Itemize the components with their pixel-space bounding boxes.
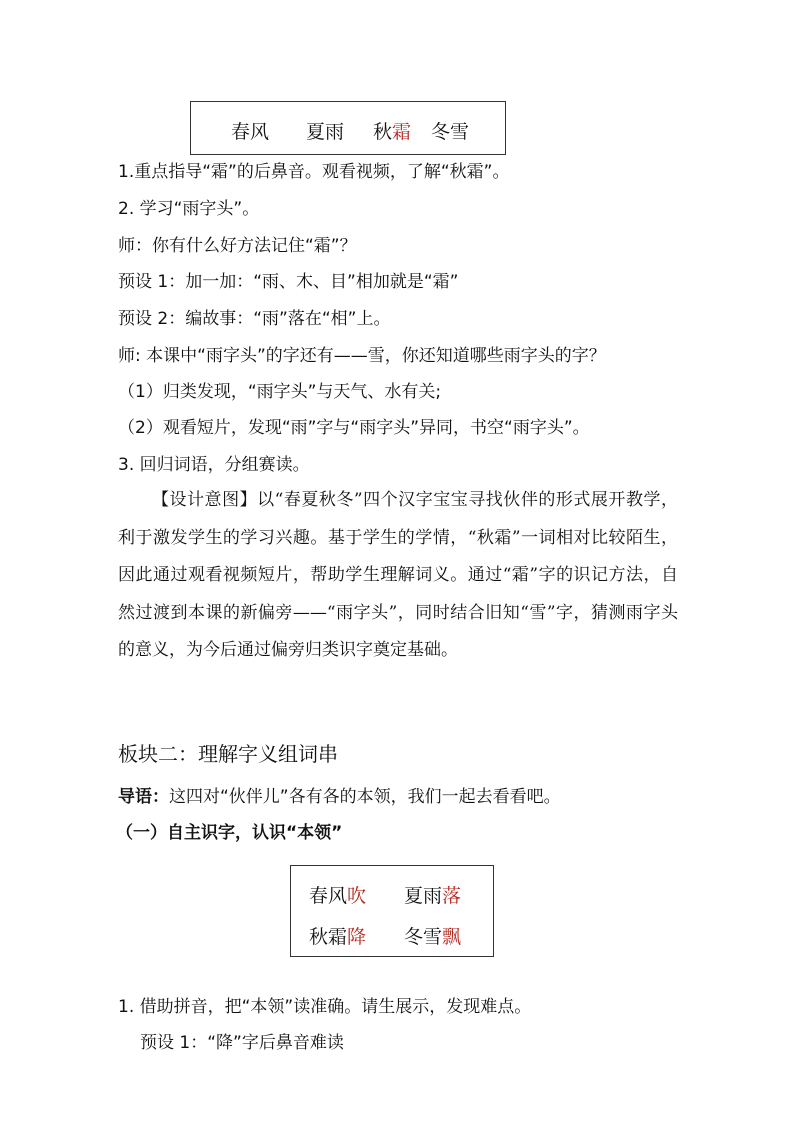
phrase-d-highlight: 飘: [442, 926, 462, 948]
phrase-dongxue-piao: [404, 922, 461, 949]
phrase-chunfeng-chui: [309, 881, 366, 908]
phrase-b-highlight: 落: [442, 885, 462, 907]
phrase-xiayu-luo: [404, 881, 461, 908]
text-line-3: 师：你有什么好方法记住“霜”？: [118, 236, 357, 256]
step-1: 1. 借助拼音，把“本领”读准确。请生展示，发现难点。: [118, 997, 532, 1017]
section-title: 板块二：理解字义组词串: [118, 742, 338, 766]
word-box-abilities: [290, 865, 494, 957]
preset-1: 预设 1：“降”字后鼻音难读: [140, 1033, 344, 1053]
word-dongxue: 冬雪: [431, 121, 470, 143]
phrase-b-plain: 夏雨: [404, 885, 443, 907]
text-line-5: 预设 2：编故事：“雨”落在“相”上。: [118, 309, 391, 329]
word-shuang-highlight: 霜: [392, 121, 412, 143]
phrase-c-highlight: 降: [347, 926, 367, 948]
phrase-a-highlight: 吹: [347, 885, 367, 907]
text-line-9: 3. 回归词语，分组赛读。: [118, 455, 310, 475]
word-qiushuang: [373, 117, 411, 144]
word-chunfeng: 春风: [231, 121, 270, 143]
text-line-1: 1.重点指导“霜”的后鼻音。观看视频，了解“秋霜”。: [118, 162, 510, 182]
word-xiayu: 夏雨: [306, 121, 345, 143]
subheading: （一）自主识字，认识“本领”: [116, 823, 343, 843]
text-line-6: 师: 本课中“雨字头”的字还有——雪，你还知道哪些雨字头的字？: [118, 346, 606, 366]
intro-label: 导语：: [118, 787, 169, 807]
phrase-d-plain: 冬雪: [404, 926, 443, 948]
word-qiu: 秋: [373, 121, 393, 143]
text-line-8: （2）观看短片，发现“雨”字与“雨字头”异同，书空“雨字头”。: [118, 418, 590, 438]
intro-text: 这四对“伙伴儿”各有各的本领，我们一起去看看吧。: [169, 787, 561, 807]
phrase-a-plain: 春风: [309, 885, 348, 907]
design-intent-paragraph: 【设计意图】以“春夏秋冬”四个汉字宝宝寻找伙伴的形式展开教学，利于激发学生的学习兴趣。基于学生的学情，“秋霜”一词相对比较陌生，因此通过观看视频短片，帮助学生理解词义。通过“霜”字的识记方法，自然过渡到本课的新偏旁——“雨字头”，同时结合旧知“雪”字，猜测雨字头的意义，为今后通过偏旁归类识字奠定基础。: [118, 490, 678, 660]
phrase-qiushuang-jiang: [309, 922, 366, 949]
text-line-4: 预设 1：加一加：“雨、木、目”相加就是“霜”: [118, 272, 459, 292]
intro-line: [118, 785, 561, 809]
text-line-7: （1）归类发现，“雨字头”与天气、水有关;: [118, 382, 442, 402]
text-line-2: 2. 学习“雨字头”。: [118, 199, 260, 219]
word-box-seasons: [190, 101, 506, 155]
phrase-c-plain: 秋霜: [309, 926, 348, 948]
